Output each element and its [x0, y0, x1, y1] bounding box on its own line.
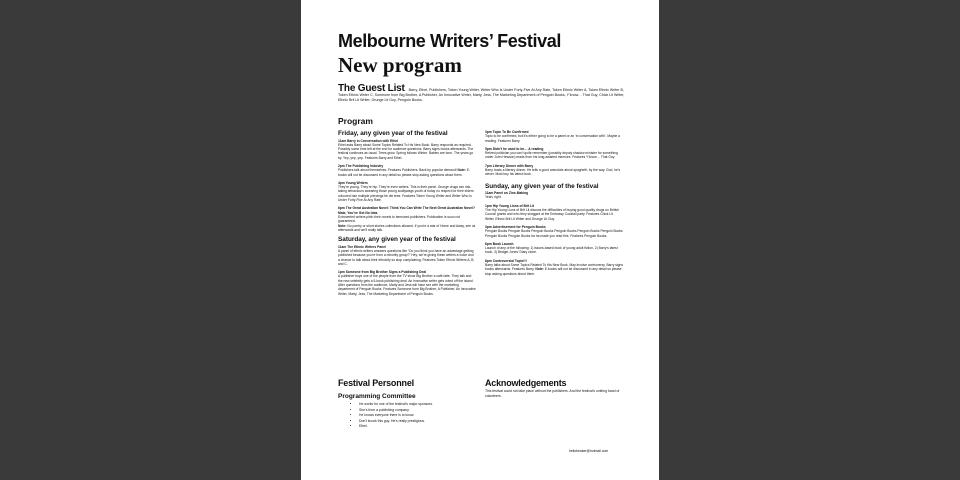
program-event: [485, 147, 623, 160]
event-title: 6pm Book Launch: [485, 241, 514, 246]
personnel-heading: Festival Personnel: [338, 378, 414, 388]
committee-heading: Programming Committee: [338, 393, 416, 400]
contact-email: hellobeaker@hotmail.com: [569, 449, 609, 453]
list-item: • He works for one of the festival’s major sponsors.: [359, 402, 433, 408]
list-item: • Don’t knock this guy. He’s really prestigious.: [359, 419, 433, 425]
event-note: Note: No poetry or short stories collections allowed. If you’re a star of Home and Away, see us afterwards and we’ll really talk.: [338, 223, 476, 232]
program-event: [485, 130, 623, 143]
program-event: [338, 245, 476, 266]
program-event: [338, 270, 476, 296]
event-description: Barry hosts a literary dinner. He tells a good anecdote about spaghetti, by the way. God, he’s clever. Must buy his latest book.: [485, 168, 621, 177]
list-item: • He knows everyone there is to know.: [359, 413, 433, 419]
guest-list-heading: The Guest List: [338, 83, 405, 94]
event-description: Publishers talk about themselves. Features Publishers. Back by popular demand! Note: E-books will not be discussed in any detail so please stop asking questions about them.: [338, 168, 471, 177]
program-event: [338, 181, 476, 202]
event-description: Yeah, right.: [485, 195, 502, 200]
guest-list: [338, 83, 628, 103]
program-event: [485, 191, 623, 200]
event-description: The Hip Young Lions of Brit Lit discuss the difficulties of buying good quality drugs on British Council grants and who they shagged at the Embassy Cocktail party. Features Chick Lit Writer, Ethnic Brit Lit Writer and Grunge Lit Guy.: [485, 208, 619, 221]
page-subtitle: New program: [338, 53, 462, 77]
event-title: 4pm Young Writers: [338, 180, 368, 185]
event-title: 7pm Literary Dinner with Barry: [485, 163, 534, 168]
program-event: [338, 164, 476, 177]
guest-list-text: Barry, Ethel, Publishers, Token Young Writer, Writer Who Is Under Forty-Five At Any Rate, Token Ethnic Writer A, Token Ethnic Writer B, Token Ethnic Writer C, Someone from Big Brother, A Publisher, An Innovative Writer, Marty, Jess, The Marketing Department of Penguin Books, Y’know… That Guy, Chick Lit Writer, Ethnic Brit Lit Writer, Grunge Lit Guy, Penguin Books.: [338, 88, 625, 102]
program-heading: Program: [338, 116, 373, 126]
event-description: A publisher buys one of the people from the TV show Big Brother a café latte. They talk and the new celebrity gets a 5-book publishing deal. An innovative writer gets voted off the island. After questions from the audience, Marty and Jess will have sex with the marketing department of Penguin Books. Features Someone from Big Brother, A Publisher, An Innovative Writer, Marty, Jess, The Marketing Department of Penguin Books.: [338, 274, 476, 296]
event-title: 2pm The Publishing Industry: [338, 163, 384, 168]
event-description: Extroverted writers pitch their novels to bemused publishers. Publication is sooo not guaranteed.: [338, 214, 461, 224]
program-event: [485, 242, 623, 255]
page-title: Melbourne Writers’ Festival: [338, 31, 561, 51]
list-item: • Ethel.: [359, 424, 433, 430]
program-event: [338, 206, 476, 232]
program-event: [485, 225, 623, 238]
event-description: Retired politician you can’t quite remember (possibly deputy shadow minister for something under John Hewson) reads from his long-awaited memoirs. Features Y’know… That Guy.: [485, 151, 618, 160]
event-title: 11am Barry in Conversation with Ethel: [338, 138, 399, 143]
program-column-left: [338, 130, 476, 300]
event-title: 5pm Didn’t he used to be… A reading: [485, 146, 544, 151]
program-column-right: [485, 130, 623, 280]
program-event: [485, 204, 623, 221]
event-title: 11am Panel on Zine-Making: [485, 191, 529, 196]
program-event: [485, 259, 623, 276]
event-description: A panel of ethnic writers answers questions like “Do you think you have an advantage getting published because you’re from a minority group?” Hey, we’re giving these writers a voice and a chance to talk about their ethnicity so stop complaining. Features Token Ethnic Writers A, B, and C.: [338, 248, 475, 266]
saturday-heading: Saturday, any given year of the festival: [338, 236, 456, 244]
acknowledgements-text: This festival could not take place without the publishers. And the festival’s untiring band of volunteers.: [485, 389, 620, 398]
event-title: 11am The Ethnic Writers Panel: [338, 244, 386, 249]
event-title: 6pm The Great Australian Novel: Think You Can Write The Next Great Australian Novel? Mate, You’ve Got No Idea.: [338, 206, 475, 215]
event-title: 8pm Controversial Topic!!!: [485, 258, 527, 263]
sunday-heading: Sunday, any given year of the festival: [485, 182, 599, 190]
acknowledgements-heading: Acknowledgements: [485, 378, 567, 388]
event-description: Topic to be confirmed, but it’s either going to be a panel or an ‘in conversation with’. Maybe a reading. Features Barry.: [485, 134, 621, 143]
program-event: [338, 139, 476, 160]
program-event: [485, 164, 623, 177]
event-description: Penguin Books Penguin Books Penguin Books Penguin Books Penguin Books Penguin Books Penguin Books Penguin Books ha ha made you read this. Features Penguin Books.: [485, 229, 623, 238]
list-item: • She’s from a publishing company.: [359, 408, 433, 414]
committee-list: [348, 402, 433, 430]
event-description: Ethel asks Barry about Some Topics Related To His New Book. Barry responds as required. Possibly some time left at the end for audience questions. Barry signs books afterwards. The festival continues as usual. Trees grow. Spring follows Winter. Babies are born. The years go by. Yep, yep, yep. Features Barry and Ethel.: [338, 142, 474, 160]
event-title: 1pm Someone from Big Brother Signs a Publishing Deal: [338, 270, 427, 275]
event-description: Launch of any of the following: 1) issues-based book of young adult fiction, 2) Barry’s latest book, 3) Bridget Jones’ Diary clone.: [485, 246, 618, 255]
event-description: Barry talks about Some Topics Related To His New Book. May involve controversy. Barry signs books afterwards. Features Barry. Note: E-books will not be discussed in any detail so please stop asking questions about them.: [485, 263, 623, 276]
event-description: They’re young. They’re hip. They’re even writers. This is their panel. Grunge drugs sex risk-taking behaviours swearing those young scallywags youth of today no respect for their elders coloured hair multiple piercings tie die tees. Features Token Young Writer and Writer Who Is Under Forty-Five At Any Rate.: [338, 185, 474, 203]
event-title: 1pm Hip Young Lions of Brit Lit: [485, 203, 535, 208]
event-title: 3pm Topic To Be Confirmed: [485, 130, 529, 134]
friday-heading: Friday, any given year of the festival: [338, 130, 448, 137]
document-page: [301, 0, 659, 480]
event-title: 3pm Advertisement for Penguin Books: [485, 224, 546, 229]
